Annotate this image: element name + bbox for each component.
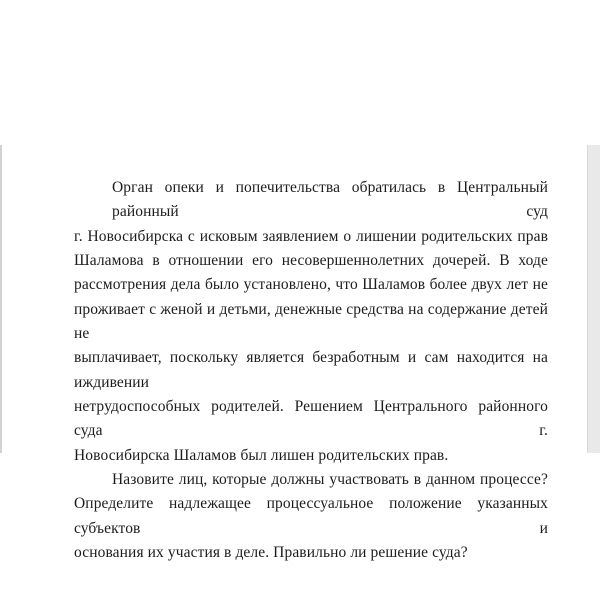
text-line: Определите надлежащее процессуальное положение указанных субъектов и [74,495,548,537]
text-line: Новосибирска Шаламов был лишен родительских прав. [74,446,449,464]
app-background-gutter [587,145,600,453]
document-page-text-area[interactable] [74,176,548,565]
text-line: выплачивает, поскольку является безработным и сам находится на иждивении [74,349,548,391]
text-line: проживает с женой и детьми, денежные средства на содержание детей не [74,300,548,342]
text-line: г. Новосибирска с исковым заявлением о лишении родительских прав [74,227,548,245]
text-line: нетрудоспособных родителей. Решением Центрального районного суда г. [74,397,548,440]
text-line: Орган опеки и попечительства обратилась в Центральный районный суд [112,179,548,221]
text-line: рассмотрения дела было установлено, что Шаламов более двух лет не [74,276,548,294]
page-edge-line [0,145,2,453]
text-line: Шаламова в отношении его несовершеннолетних дочерей. В ходе [74,251,548,269]
text-line: Назовите лиц, которые должны участвовать в данном процессе? [112,470,548,488]
text-line: основания их участия в деле. Правильно ли решение суда? [74,543,468,561]
